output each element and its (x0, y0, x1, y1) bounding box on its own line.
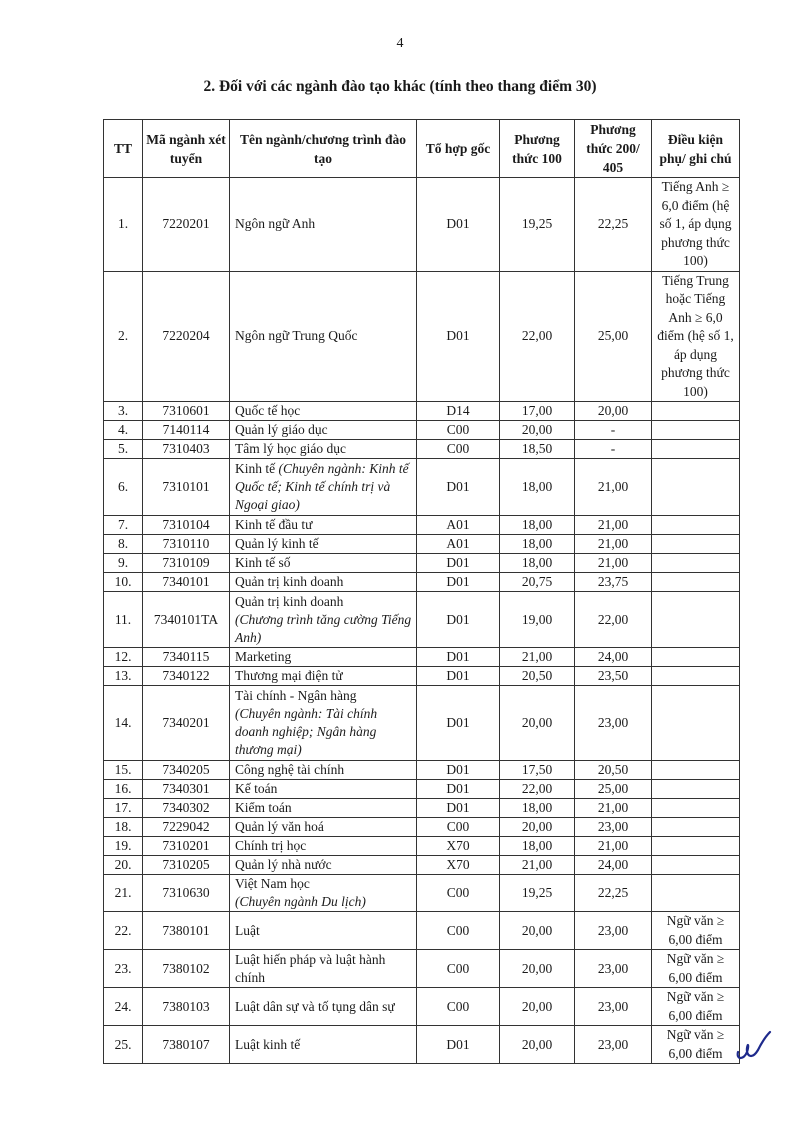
program-name: Thương mại điện tử (235, 668, 343, 683)
cell-name (230, 535, 417, 554)
cell-combo: D01 (417, 178, 500, 272)
header-tt: TT (104, 120, 143, 178)
cell-code: 7380101 (143, 912, 230, 950)
header-combo: Tổ hợp gốc (417, 120, 500, 178)
program-name: Tài chính - Ngân hàng (235, 688, 357, 703)
cell-code: 7310403 (143, 440, 230, 459)
cell-note (652, 592, 740, 648)
program-specialization: (Chuyên ngành: Kinh tế Quốc tế; Kinh tế chính trị và Ngoại giao) (235, 461, 409, 512)
cell-name (230, 875, 417, 912)
table-row (104, 440, 740, 459)
header-method-100: Phương thức 100 (500, 120, 575, 178)
program-name: Quản lý kinh tế (235, 536, 319, 551)
cell-name (230, 837, 417, 856)
program-name: Luật kinh tế (235, 1036, 301, 1052)
cell-tt: 12. (104, 648, 143, 667)
cell-code: 7340101 (143, 573, 230, 592)
cell-method-100: 20,00 (500, 686, 575, 761)
cell-note (652, 875, 740, 912)
admission-scores-table (103, 119, 740, 1064)
table-row (104, 686, 740, 761)
cell-combo: D01 (417, 667, 500, 686)
cell-method-200: - (575, 440, 652, 459)
cell-method-100: 20,00 (500, 912, 575, 950)
cell-combo: X70 (417, 856, 500, 875)
cell-name (230, 818, 417, 837)
cell-tt: 9. (104, 554, 143, 573)
cell-method-200: 20,50 (575, 761, 652, 780)
cell-name (230, 402, 417, 421)
cell-combo: D01 (417, 799, 500, 818)
cell-tt: 19. (104, 837, 143, 856)
cell-tt: 20. (104, 856, 143, 875)
program-specialization: (Chuyên ngành Du lịch) (235, 894, 366, 909)
cell-name (230, 554, 417, 573)
program-name: Quản trị kinh doanh (235, 574, 344, 589)
cell-code: 7310201 (143, 837, 230, 856)
cell-method-200: 23,50 (575, 667, 652, 686)
cell-name (230, 856, 417, 875)
program-name: Kiểm toán (235, 800, 292, 815)
cell-code: 7310109 (143, 554, 230, 573)
cell-name (230, 648, 417, 667)
cell-code: 7380102 (143, 950, 230, 988)
cell-combo: D01 (417, 648, 500, 667)
program-name: Ngôn ngữ Trung Quốc (235, 328, 358, 344)
cell-code: 7340122 (143, 667, 230, 686)
cell-method-200: 21,00 (575, 516, 652, 535)
program-name: Việt Nam học (235, 876, 310, 891)
table-row (104, 573, 740, 592)
program-specialization: (Chương trình tăng cường Tiếng Anh) (235, 611, 412, 645)
table-row (104, 667, 740, 686)
cell-method-100: 22,00 (500, 271, 575, 402)
cell-combo: D01 (417, 686, 500, 761)
cell-method-100: 20,00 (500, 988, 575, 1026)
cell-note (652, 761, 740, 780)
cell-combo: C00 (417, 875, 500, 912)
program-name: Kinh tế đầu tư (235, 517, 313, 532)
cell-code: 7220201 (143, 178, 230, 272)
cell-method-100: 22,00 (500, 780, 575, 799)
table-row (104, 761, 740, 780)
cell-tt: 25. (104, 1026, 143, 1064)
program-name: Quản lý văn hoá (235, 819, 324, 834)
cell-combo: D01 (417, 573, 500, 592)
table-row (104, 799, 740, 818)
cell-note: Ngữ văn ≥ 6,00 điểm (652, 988, 740, 1026)
cell-tt: 15. (104, 761, 143, 780)
cell-name (230, 592, 417, 648)
cell-method-100: 18,50 (500, 440, 575, 459)
cell-method-100: 20,00 (500, 421, 575, 440)
cell-note: Tiếng Trung hoặc Tiếng Anh ≥ 6,0 điểm (hệ số 1, áp dụng phương thức 100) (652, 271, 740, 402)
cell-method-100: 20,75 (500, 573, 575, 592)
program-name: Luật (235, 922, 260, 938)
table-row (104, 780, 740, 799)
cell-name (230, 459, 417, 516)
cell-note: Tiếng Anh ≥ 6,0 điểm (hệ số 1, áp dụng phương thức 100) (652, 178, 740, 272)
cell-combo: C00 (417, 818, 500, 837)
cell-method-200: - (575, 421, 652, 440)
table-row (104, 535, 740, 554)
cell-code: 7340301 (143, 780, 230, 799)
table-row (104, 875, 740, 912)
cell-note (652, 648, 740, 667)
program-name: Quản lý nhà nước (235, 857, 332, 872)
cell-name (230, 799, 417, 818)
cell-combo: D14 (417, 402, 500, 421)
table-row (104, 554, 740, 573)
table-row (104, 912, 740, 950)
cell-method-100: 21,00 (500, 856, 575, 875)
program-name: Kinh tế số (235, 555, 291, 570)
cell-combo: C00 (417, 988, 500, 1026)
cell-code: 7310101 (143, 459, 230, 516)
table-row (104, 421, 740, 440)
table-row (104, 950, 740, 988)
cell-tt: 6. (104, 459, 143, 516)
cell-code: 7310110 (143, 535, 230, 554)
cell-method-100: 20,00 (500, 1026, 575, 1064)
cell-method-200: 21,00 (575, 554, 652, 573)
program-name: Ngôn ngữ Anh (235, 216, 316, 232)
cell-code: 7340302 (143, 799, 230, 818)
cell-method-100: 19,00 (500, 592, 575, 648)
cell-note: Ngữ văn ≥ 6,00 điểm (652, 950, 740, 988)
table-header-row (104, 120, 740, 178)
cell-method-100: 20,00 (500, 818, 575, 837)
cell-name (230, 421, 417, 440)
cell-note (652, 573, 740, 592)
cell-name (230, 178, 417, 272)
header-name: Tên ngành/chương trình đào tạo (230, 120, 417, 178)
table-row (104, 856, 740, 875)
cell-combo: D01 (417, 459, 500, 516)
program-name: Công nghệ tài chính (235, 762, 345, 777)
cell-name (230, 950, 417, 988)
cell-method-200: 23,00 (575, 950, 652, 988)
header-method-200: Phương thức 200/ 405 (575, 120, 652, 178)
cell-tt: 17. (104, 799, 143, 818)
cell-code: 7310630 (143, 875, 230, 912)
table-row (104, 648, 740, 667)
handwritten-initial-mark (732, 1030, 772, 1064)
cell-method-200: 21,00 (575, 459, 652, 516)
cell-note (652, 516, 740, 535)
cell-method-200: 23,00 (575, 818, 652, 837)
table-row (104, 592, 740, 648)
cell-method-200: 22,25 (575, 178, 652, 272)
table-row (104, 271, 740, 402)
cell-method-100: 18,00 (500, 554, 575, 573)
cell-method-200: 22,00 (575, 592, 652, 648)
cell-tt: 1. (104, 178, 143, 272)
cell-tt: 13. (104, 667, 143, 686)
cell-combo: D01 (417, 592, 500, 648)
cell-code: 7140114 (143, 421, 230, 440)
cell-combo: A01 (417, 516, 500, 535)
cell-method-200: 20,00 (575, 402, 652, 421)
program-name: Quản lý giáo dục (235, 422, 328, 437)
cell-code: 7340101TA (143, 592, 230, 648)
page-number: 4 (396, 36, 404, 51)
cell-tt: 8. (104, 535, 143, 554)
table-row (104, 837, 740, 856)
cell-method-100: 18,00 (500, 535, 575, 554)
cell-note (652, 459, 740, 516)
cell-method-200: 22,25 (575, 875, 652, 912)
cell-note (652, 686, 740, 761)
cell-note (652, 837, 740, 856)
cell-code: 7310601 (143, 402, 230, 421)
cell-name (230, 667, 417, 686)
program-name: Marketing (235, 649, 292, 664)
cell-method-200: 23,00 (575, 686, 652, 761)
cell-method-200: 23,00 (575, 988, 652, 1026)
cell-name (230, 573, 417, 592)
program-name: Kế toán (235, 781, 278, 796)
cell-note (652, 402, 740, 421)
cell-method-200: 21,00 (575, 799, 652, 818)
cell-note (652, 554, 740, 573)
cell-code: 7340201 (143, 686, 230, 761)
table-row (104, 178, 740, 272)
cell-note (652, 535, 740, 554)
header-note: Điều kiện phụ/ ghi chú (652, 120, 740, 178)
table-row (104, 459, 740, 516)
cell-combo: D01 (417, 761, 500, 780)
cell-tt: 24. (104, 988, 143, 1026)
cell-method-200: 23,00 (575, 912, 652, 950)
cell-method-200: 21,00 (575, 837, 652, 856)
cell-method-200: 25,00 (575, 780, 652, 799)
cell-note (652, 440, 740, 459)
cell-method-100: 18,00 (500, 837, 575, 856)
program-specialization: (Chuyên ngành: Tài chính doanh nghiệp; Ngân hàng thương mại) (235, 706, 378, 757)
cell-combo: X70 (417, 837, 500, 856)
cell-combo: D01 (417, 780, 500, 799)
table-row (104, 516, 740, 535)
cell-name (230, 761, 417, 780)
cell-note (652, 799, 740, 818)
cell-tt: 21. (104, 875, 143, 912)
cell-method-100: 17,00 (500, 402, 575, 421)
cell-method-100: 19,25 (500, 178, 575, 272)
cell-note (652, 818, 740, 837)
cell-combo: C00 (417, 950, 500, 988)
cell-combo: D01 (417, 1026, 500, 1064)
cell-method-100: 18,00 (500, 799, 575, 818)
cell-method-100: 20,00 (500, 950, 575, 988)
cell-name (230, 912, 417, 950)
cell-tt: 5. (104, 440, 143, 459)
cell-note (652, 856, 740, 875)
program-name: Chính trị học (235, 838, 307, 853)
cell-name (230, 1026, 417, 1064)
cell-name (230, 271, 417, 402)
cell-method-100: 20,50 (500, 667, 575, 686)
cell-code: 7380107 (143, 1026, 230, 1064)
cell-tt: 2. (104, 271, 143, 402)
cell-name (230, 780, 417, 799)
cell-code: 7340205 (143, 761, 230, 780)
cell-note (652, 421, 740, 440)
cell-note: Ngữ văn ≥ 6,00 điểm (652, 1026, 740, 1064)
cell-method-200: 25,00 (575, 271, 652, 402)
cell-combo: C00 (417, 912, 500, 950)
cell-tt: 22. (104, 912, 143, 950)
cell-name (230, 686, 417, 761)
cell-code: 7310104 (143, 516, 230, 535)
program-name: Luật dân sự và tố tụng dân sự (235, 998, 395, 1014)
table-row (104, 818, 740, 837)
cell-method-100: 18,00 (500, 459, 575, 516)
cell-tt: 7. (104, 516, 143, 535)
program-name: Quản trị kinh doanh (235, 593, 344, 609)
cell-method-100: 19,25 (500, 875, 575, 912)
cell-name (230, 988, 417, 1026)
program-name: Tâm lý học giáo dục (235, 441, 346, 456)
cell-tt: 4. (104, 421, 143, 440)
cell-tt: 3. (104, 402, 143, 421)
cell-method-100: 21,00 (500, 648, 575, 667)
cell-combo: D01 (417, 554, 500, 573)
header-code: Mã ngành xét tuyển (143, 120, 230, 178)
cell-tt: 23. (104, 950, 143, 988)
cell-code: 7220204 (143, 271, 230, 402)
cell-tt: 10. (104, 573, 143, 592)
cell-method-200: 21,00 (575, 535, 652, 554)
cell-combo: C00 (417, 440, 500, 459)
cell-method-200: 23,00 (575, 1026, 652, 1064)
cell-note (652, 780, 740, 799)
cell-name (230, 440, 417, 459)
cell-method-100: 18,00 (500, 516, 575, 535)
cell-method-200: 24,00 (575, 648, 652, 667)
table-body (104, 178, 740, 1064)
cell-combo: A01 (417, 535, 500, 554)
program-name: Luật hiến pháp và luật hành chính (235, 951, 386, 985)
cell-tt: 14. (104, 686, 143, 761)
table-row (104, 988, 740, 1026)
program-name: Quốc tế học (235, 403, 301, 418)
cell-tt: 18. (104, 818, 143, 837)
cell-code: 7310205 (143, 856, 230, 875)
table-row (104, 1026, 740, 1064)
cell-code: 7340115 (143, 648, 230, 667)
cell-method-200: 24,00 (575, 856, 652, 875)
cell-tt: 16. (104, 780, 143, 799)
cell-tt: 11. (104, 592, 143, 648)
program-name: Kinh tế (235, 461, 279, 476)
section-heading: 2. Đối với các ngành đào tạo khác (tính theo thang điểm 30) (203, 78, 597, 95)
cell-code: 7380103 (143, 988, 230, 1026)
cell-code: 7229042 (143, 818, 230, 837)
cell-combo: C00 (417, 421, 500, 440)
cell-note: Ngữ văn ≥ 6,00 điểm (652, 912, 740, 950)
cell-method-200: 23,75 (575, 573, 652, 592)
cell-name (230, 516, 417, 535)
table-row (104, 402, 740, 421)
cell-combo: D01 (417, 271, 500, 402)
cell-note (652, 667, 740, 686)
cell-method-100: 17,50 (500, 761, 575, 780)
